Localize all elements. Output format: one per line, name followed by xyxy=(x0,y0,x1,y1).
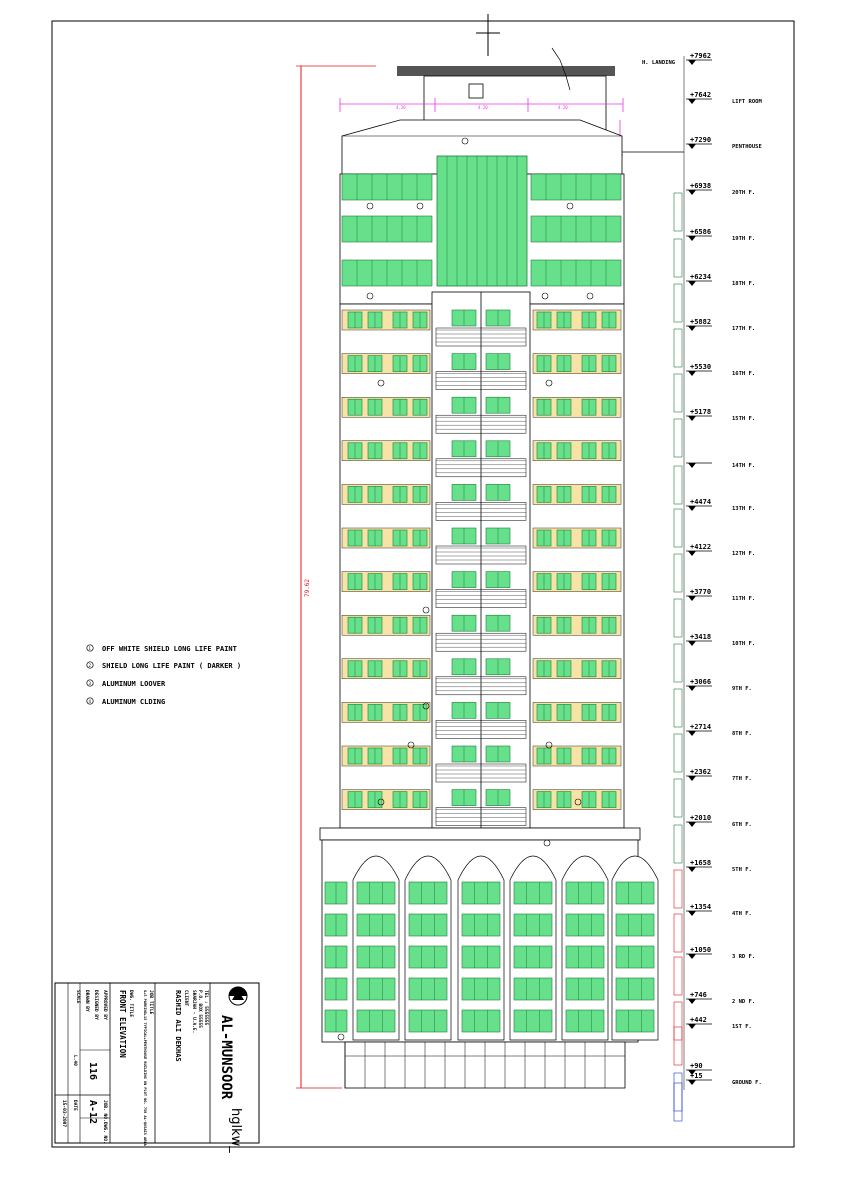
level-arrow-icon xyxy=(688,281,696,286)
central-curtain-wall xyxy=(437,156,527,286)
level-value-11: +4122 xyxy=(690,543,712,551)
company-contact-3: SHARJAH - U.A.E. xyxy=(191,990,196,1034)
dwg-no-label: DWG. NO. xyxy=(102,1122,107,1144)
arch-window xyxy=(514,978,552,1000)
level-value-0: +7962 xyxy=(690,52,712,60)
company-contact-1: TEL : 5555555 xyxy=(203,990,208,1026)
level-value-10: +4474 xyxy=(690,498,712,506)
legend-text-1: OFF WHITE SHIELD LONG LIFE PAINT xyxy=(102,645,237,653)
job-title: G+5 PARKING+15 TYPICAL+PENTHOUSE BUILDING ON PLOT NO. 758 AL-QUSAIS AREA xyxy=(143,990,147,1146)
level-label-8: 15TH F. xyxy=(732,416,756,422)
company-contact-2: P.O. BOX 55555 xyxy=(197,990,202,1028)
level-arrow-icon xyxy=(688,326,696,331)
arch-window xyxy=(357,978,395,1000)
podium-cornice xyxy=(320,828,640,840)
drawing-label: DWG. TITLE xyxy=(128,990,133,1018)
level-arrow-icon xyxy=(688,236,696,241)
podium-floors xyxy=(320,828,658,1042)
level-arrow-icon xyxy=(688,686,696,691)
level-value-5: +6234 xyxy=(690,273,712,281)
arch-window xyxy=(409,946,447,968)
floor-height-tag xyxy=(674,329,682,367)
date-label: DATE xyxy=(72,1100,77,1111)
drawing-title: FRONT ELEVATION xyxy=(118,990,127,1058)
level-value-17: +2010 xyxy=(690,814,712,822)
level-label-14: 9TH F. xyxy=(732,686,752,692)
level-arrow-icon xyxy=(688,731,696,736)
level-value-19: +1354 xyxy=(690,903,712,911)
level-label-0: H. LANDING xyxy=(642,60,676,66)
arch-window xyxy=(357,1010,395,1032)
roof-structure xyxy=(397,48,615,132)
legend-num-3: 3 xyxy=(88,681,91,686)
level-arrow-icon xyxy=(688,506,696,511)
floor-height-tag xyxy=(674,374,682,412)
level-label-9: 14TH F. xyxy=(732,463,756,469)
level-arrow-icon xyxy=(688,463,696,468)
arch-window xyxy=(514,946,552,968)
floor-height-tag xyxy=(674,599,682,637)
arch-window xyxy=(566,946,604,968)
roof-dim-1: 4.20 xyxy=(396,105,406,110)
drawn-by-label: DRAWN BY xyxy=(84,990,89,1012)
legend-item-1 xyxy=(87,645,237,653)
level-value-3: +6938 xyxy=(690,182,712,190)
arch-window xyxy=(409,914,447,936)
floor-height-tag xyxy=(674,554,682,592)
date-value: 15-03-2007 xyxy=(61,1100,66,1128)
level-label-17: 6TH F. xyxy=(732,822,752,828)
floor-height-tag xyxy=(674,1027,682,1065)
level-arrow-icon xyxy=(688,954,696,959)
arch-window xyxy=(566,914,604,936)
arch-window xyxy=(514,882,552,904)
company-logo-icon xyxy=(229,987,247,1005)
level-arrow-icon xyxy=(688,776,696,781)
level-value-2: +7290 xyxy=(690,136,712,144)
level-arrow-icon xyxy=(688,99,696,104)
arch-window xyxy=(514,914,552,936)
level-value-14: +3066 xyxy=(690,678,712,686)
legend-text-4: ALUMINUM CLDING xyxy=(102,698,166,706)
height-dimension-label: 79.62 xyxy=(304,578,311,598)
job-no-value: 116 xyxy=(87,1062,98,1081)
arch-window xyxy=(566,978,604,1000)
level-arrow-icon xyxy=(688,641,696,646)
arch-window xyxy=(357,914,395,936)
floor-height-tag xyxy=(674,870,682,908)
level-arrow-icon xyxy=(688,416,696,421)
level-arrow-icon xyxy=(688,867,696,872)
arch-window xyxy=(616,1010,654,1032)
material-legend xyxy=(87,645,241,706)
approved-by-label: APPROVED BY xyxy=(102,990,107,1020)
level-label-10: 13TH F. xyxy=(732,506,756,512)
client-name: RASHID ALI DEKHAS xyxy=(174,990,182,1062)
arch-window xyxy=(514,1010,552,1032)
level-value-8: +5178 xyxy=(690,408,712,416)
level-arrow-icon xyxy=(688,911,696,916)
floor-height-tag xyxy=(674,466,682,504)
level-value-23: +90 xyxy=(690,1062,703,1070)
arch-window xyxy=(462,914,500,936)
arch-window xyxy=(566,882,604,904)
legend-num-4: 4 xyxy=(88,699,91,704)
legend-item-4 xyxy=(87,698,165,706)
scale-label: SCALE xyxy=(75,990,80,1004)
roof-dim-2: 4.20 xyxy=(478,105,488,110)
floor-height-tag xyxy=(674,1002,682,1040)
floor-height-tag xyxy=(674,689,682,727)
level-label-6: 17TH F. xyxy=(732,326,756,332)
client-label: CLIENT xyxy=(183,990,188,1007)
level-value-20: +1050 xyxy=(690,946,712,954)
level-value-6: +5882 xyxy=(690,318,712,326)
legend-num-2: 2 xyxy=(88,663,91,668)
lab-label: L.40 xyxy=(72,1055,77,1066)
level-arrow-icon xyxy=(688,1080,696,1085)
dwg-no-value: A-12 xyxy=(87,1100,98,1125)
arch-window xyxy=(409,882,447,904)
level-value-18: +1658 xyxy=(690,859,712,867)
arch-window xyxy=(357,946,395,968)
level-label-1: LIFT ROOM xyxy=(732,99,762,105)
level-arrow-icon xyxy=(688,60,696,65)
level-value-13: +3418 xyxy=(690,633,712,641)
legend-item-2 xyxy=(87,662,241,670)
watermark-text: hglkw_ xyxy=(228,1108,243,1153)
level-value-21: +746 xyxy=(690,991,707,999)
ground-floor xyxy=(345,1042,625,1088)
arch-window xyxy=(616,914,654,936)
level-label-3: 20TH F. xyxy=(732,190,756,196)
level-label-5: 18TH F. xyxy=(732,281,756,287)
upper-floors xyxy=(340,156,624,304)
level-value-15: +2714 xyxy=(690,723,712,731)
arch-window xyxy=(462,1010,500,1032)
level-label-20: 3 RD F. xyxy=(732,954,756,960)
level-value-16: +2362 xyxy=(690,768,712,776)
typical-floors xyxy=(340,292,624,828)
level-label-15: 8TH F. xyxy=(732,731,752,737)
level-label-22: 1ST F. xyxy=(732,1024,752,1030)
company-name: AL-MUNSOOR xyxy=(218,1015,234,1100)
level-arrow-icon xyxy=(688,822,696,827)
level-label-11: 12TH F. xyxy=(732,551,756,557)
floor-height-tag xyxy=(674,419,682,457)
floor-height-tag xyxy=(674,1083,682,1121)
level-label-21: 2 ND F. xyxy=(732,999,756,1005)
level-value-22: +442 xyxy=(690,1016,707,1024)
level-value-7: +5530 xyxy=(690,363,712,371)
floor-height-tag xyxy=(674,734,682,772)
floor-height-tag xyxy=(674,957,682,995)
level-arrow-icon xyxy=(688,144,696,149)
level-arrow-icon xyxy=(688,551,696,556)
floor-height-tag xyxy=(674,239,682,277)
level-value-24: +15 xyxy=(690,1072,703,1080)
floor-height-tag xyxy=(674,825,682,863)
level-arrow-icon xyxy=(688,1024,696,1029)
arch-window xyxy=(566,1010,604,1032)
level-arrow-icon xyxy=(688,190,696,195)
arch-window xyxy=(409,1010,447,1032)
level-label-7: 16TH F. xyxy=(732,371,756,377)
legend-item-3 xyxy=(87,680,166,688)
legend-text-2: SHIELD LONG LIFE PAINT ( DARKER ) xyxy=(102,662,242,670)
north-arrow-icon xyxy=(476,14,500,56)
level-label-24: GROUND F. xyxy=(732,1080,762,1086)
floor-height-tag xyxy=(674,509,682,547)
level-label-2: PENTHOUSE xyxy=(732,144,762,150)
level-label-4: 19TH F. xyxy=(732,236,756,242)
arch-window xyxy=(462,946,500,968)
job-no-label: JOB. NO. xyxy=(102,1100,107,1122)
roof-dim-3: 4.20 xyxy=(558,105,568,110)
level-label-12: 11TH F. xyxy=(732,596,756,602)
level-arrow-icon xyxy=(688,371,696,376)
floor-height-tag xyxy=(674,193,682,231)
level-label-16: 7TH F. xyxy=(732,776,752,782)
floor-height-tag xyxy=(674,779,682,817)
legend-num-1: 1 xyxy=(88,646,91,651)
level-label-13: 10TH F. xyxy=(732,641,756,647)
arch-window xyxy=(616,978,654,1000)
level-value-12: +3770 xyxy=(690,588,712,596)
designed-by-label: DESIGNED BY xyxy=(93,990,98,1020)
arch-window xyxy=(616,946,654,968)
arch-window xyxy=(462,882,500,904)
floor-height-tag xyxy=(674,284,682,322)
arch-window xyxy=(357,882,395,904)
arch-window xyxy=(616,882,654,904)
level-label-19: 4TH F. xyxy=(732,911,752,917)
floor-height-tag xyxy=(674,644,682,682)
arch-window xyxy=(409,978,447,1000)
floor-height-tag xyxy=(674,914,682,952)
level-value-1: +7642 xyxy=(690,91,712,99)
job-label: JOB TITLE xyxy=(148,990,153,1015)
arch-window xyxy=(462,978,500,1000)
legend-text-3: ALUMINUM LOOVER xyxy=(102,680,166,688)
level-arrow-icon xyxy=(688,596,696,601)
level-label-18: 5TH F. xyxy=(732,867,752,873)
level-value-4: +6586 xyxy=(690,228,712,236)
level-arrow-icon xyxy=(688,999,696,1004)
floor-height-tag xyxy=(674,1073,682,1111)
